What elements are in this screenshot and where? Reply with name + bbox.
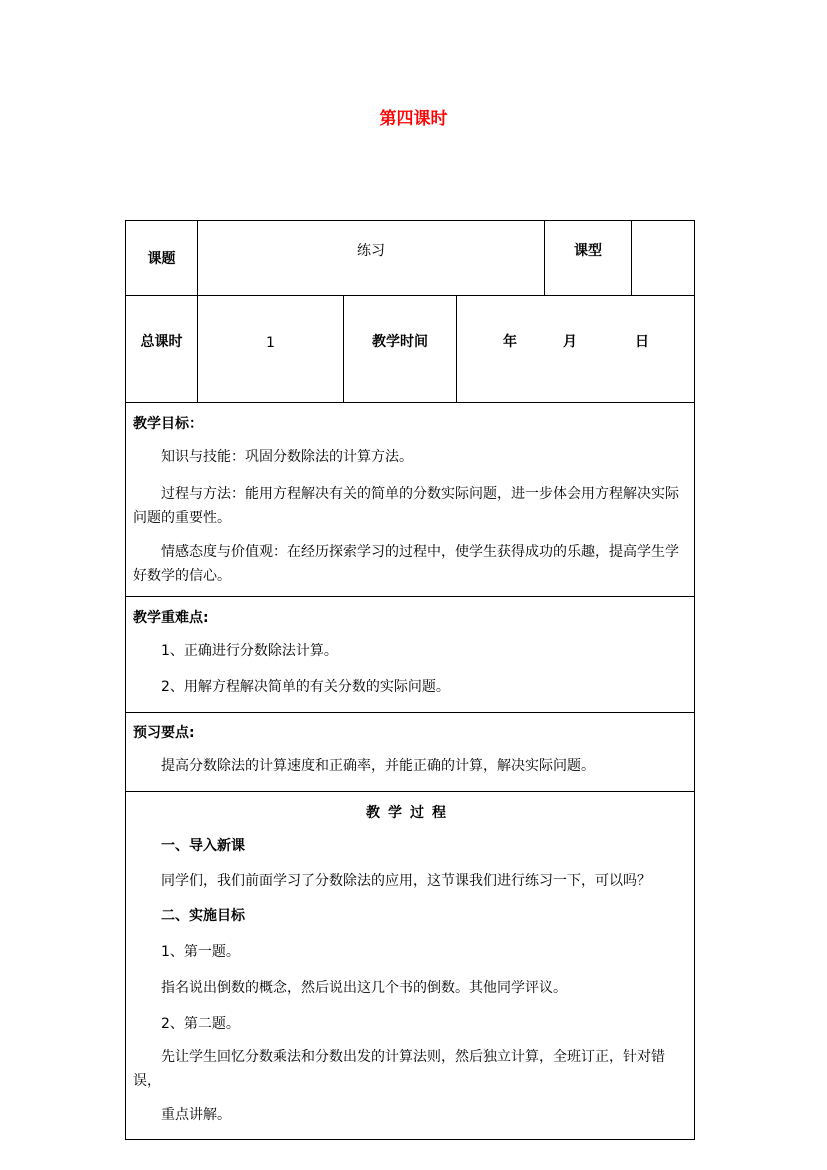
section-heading: 一、导入新课 bbox=[161, 838, 245, 854]
section-heading: 二、实施目标 bbox=[161, 908, 245, 924]
goals-heading: 教学目标： bbox=[133, 416, 203, 432]
process-text: 先让学生回忆分数乘法和分数出发的计算法则，然后独立计算，全班订正，针对错误， bbox=[133, 1049, 665, 1089]
goal-item: 情感态度与价值观：在经历探索学习的过程中，使学生获得成功的乐趣，提高学生学好数学的信心。 bbox=[133, 544, 679, 584]
date-year: 年 bbox=[503, 334, 517, 350]
hours-label: 总课时 bbox=[140, 334, 183, 350]
goal-item: 过程与方法：能用方程解决有关的简单的分数实际问题，进一步体会用方程解决实际问题的重要性。 bbox=[133, 486, 679, 526]
process-text: 重点讲解。 bbox=[161, 1107, 231, 1123]
row-divider bbox=[125, 712, 695, 713]
topic-label: 课题 bbox=[147, 251, 176, 267]
topic-value: 练习 bbox=[357, 243, 385, 259]
goal-item: 知识与技能：巩固分数除法的计算方法。 bbox=[161, 449, 413, 465]
row-divider bbox=[125, 791, 695, 792]
keypoint-item: 2、用解方程解决简单的有关分数的实际问题。 bbox=[161, 679, 450, 695]
row-divider bbox=[125, 596, 695, 597]
type-label: 课型 bbox=[574, 243, 602, 259]
page-title: 第四课时 bbox=[379, 109, 448, 129]
hours-value: 1 bbox=[266, 335, 275, 351]
time-label: 教学时间 bbox=[372, 334, 428, 350]
process-text: 同学们，我们前面学习了分数除法的应用，这节课我们进行练习一下，可以吗？ bbox=[161, 873, 651, 889]
type-value bbox=[632, 221, 694, 295]
date-month: 月 bbox=[563, 334, 577, 350]
keypoints-heading: 教学重难点: bbox=[133, 610, 209, 626]
preview-heading: 预习要点: bbox=[133, 725, 195, 741]
col-divider bbox=[456, 295, 457, 402]
process-text: 2、第二题。 bbox=[161, 1016, 240, 1032]
preview-text: 提高分数除法的计算速度和正确率，并能正确的计算，解决实际问题。 bbox=[161, 758, 595, 774]
process-text: 指名说出倒数的概念，然后说出这几个书的倒数。其他同学评议。 bbox=[161, 980, 567, 996]
process-heading: 教学过程 bbox=[366, 805, 454, 821]
row-divider bbox=[125, 402, 695, 403]
date-day: 日 bbox=[635, 334, 649, 350]
process-text: 1、第一题。 bbox=[161, 944, 240, 960]
keypoint-item: 1、正确进行分数除法计算。 bbox=[161, 643, 338, 659]
